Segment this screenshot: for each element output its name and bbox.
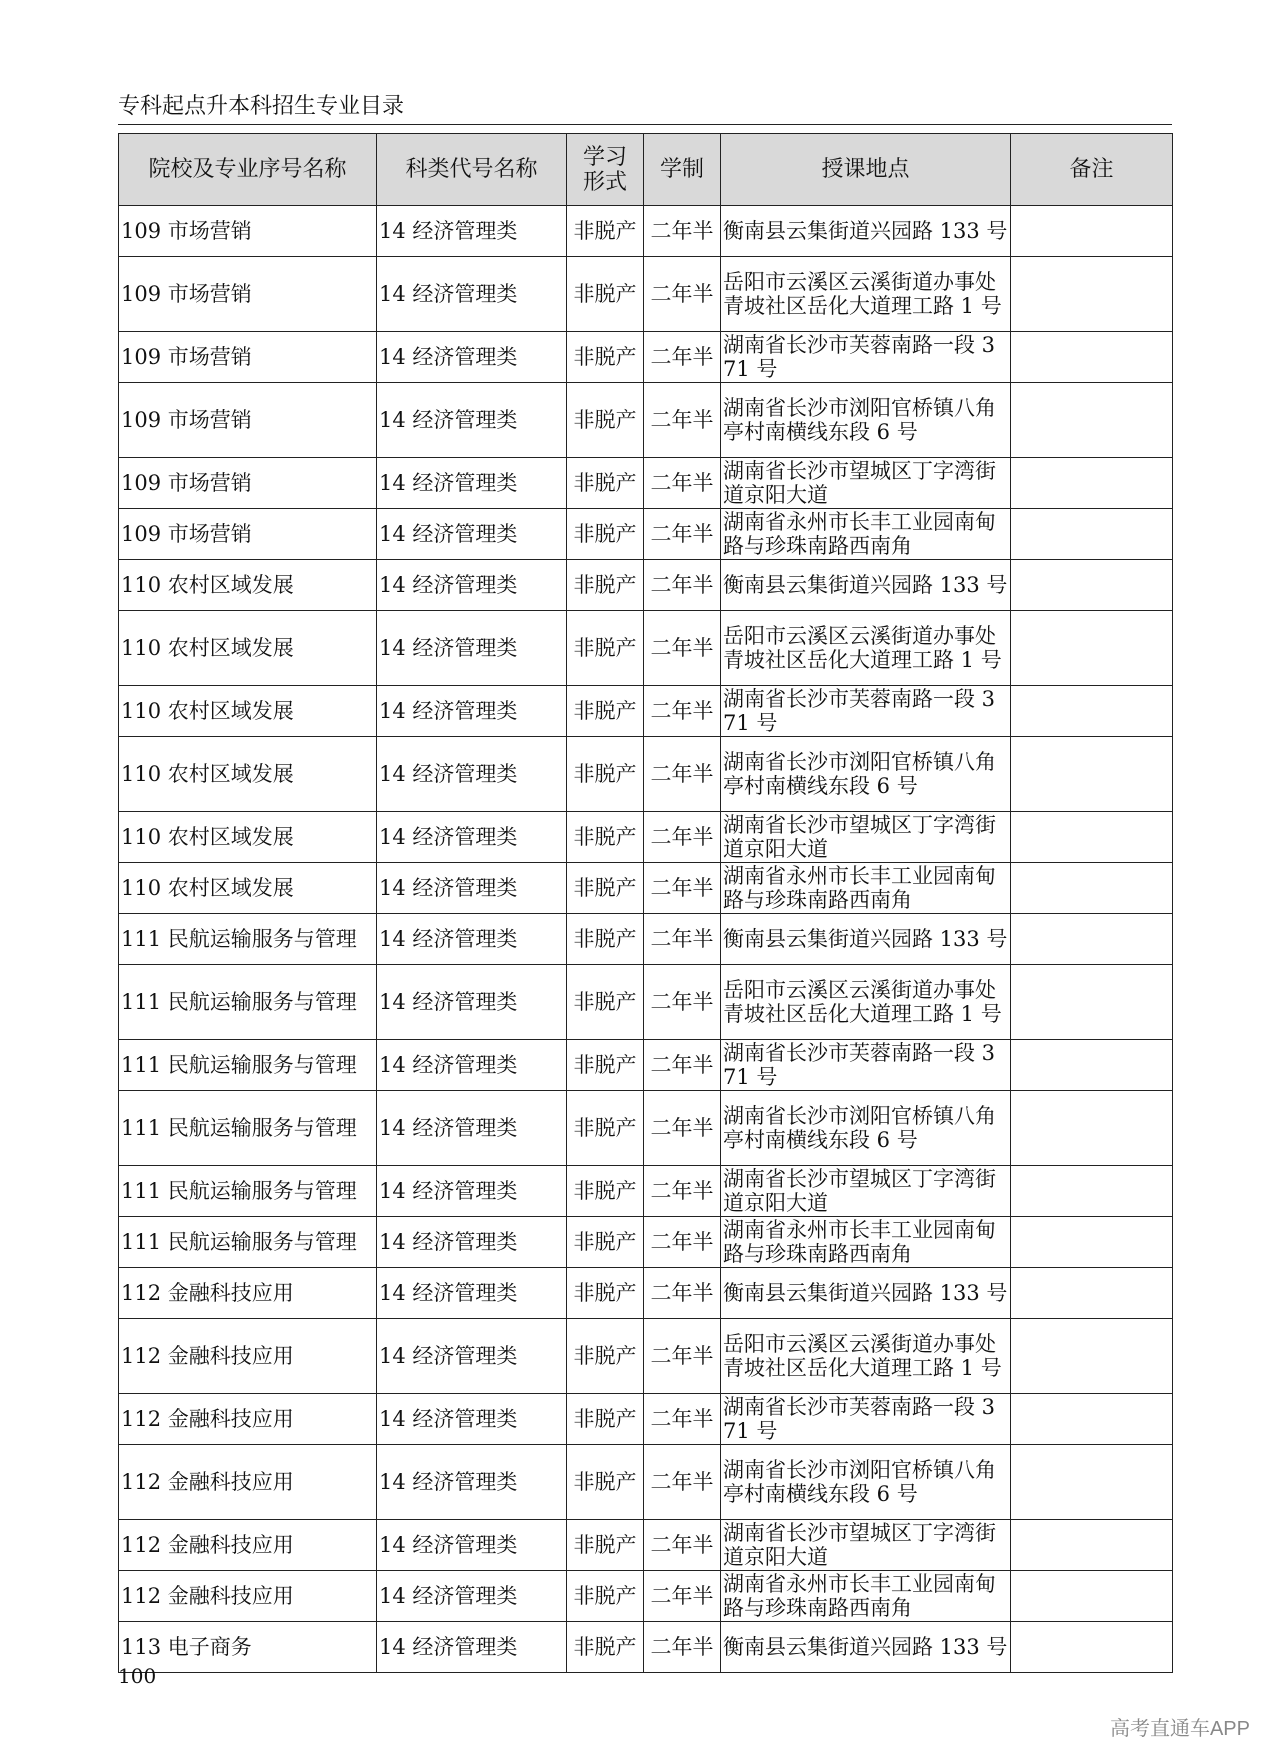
cell-remarks [1011, 1394, 1173, 1445]
table-row [119, 560, 1173, 611]
cell-remarks [1011, 1091, 1173, 1166]
cell-duration: 二年半 [644, 1166, 721, 1217]
cell-remarks [1011, 1319, 1173, 1394]
cell-location: 衡南县云集街道兴园路 133 号 [721, 914, 1011, 965]
cell-remarks [1011, 1520, 1173, 1571]
table-row [119, 611, 1173, 686]
cell-major: 110 农村区域发展 [119, 560, 377, 611]
cell-location: 湖南省长沙市浏阳官桥镇八角亭村南横线东段 6 号 [721, 1091, 1011, 1166]
table-row [119, 1520, 1173, 1571]
cell-remarks [1011, 686, 1173, 737]
cell-location: 湖南省长沙市望城区丁字湾街道京阳大道 [721, 1166, 1011, 1217]
cell-remarks [1011, 1571, 1173, 1622]
cell-duration: 二年半 [644, 1520, 721, 1571]
cell-major: 112 金融科技应用 [119, 1394, 377, 1445]
table-row [119, 458, 1173, 509]
cell-study-form: 非脱产 [567, 1091, 644, 1166]
table-row [119, 863, 1173, 914]
cell-remarks [1011, 257, 1173, 332]
cell-remarks [1011, 458, 1173, 509]
cell-location: 湖南省长沙市芙蓉南路一段 371 号 [721, 332, 1011, 383]
cell-duration: 二年半 [644, 1394, 721, 1445]
cell-study-form: 非脱产 [567, 965, 644, 1040]
cell-category: 14 经济管理类 [377, 458, 567, 509]
cell-major: 112 金融科技应用 [119, 1520, 377, 1571]
cell-category: 14 经济管理类 [377, 509, 567, 560]
cell-location: 湖南省长沙市芙蓉南路一段 371 号 [721, 1394, 1011, 1445]
cell-duration: 二年半 [644, 737, 721, 812]
cell-category: 14 经济管理类 [377, 611, 567, 686]
cell-study-form: 非脱产 [567, 1319, 644, 1394]
cell-location: 湖南省长沙市浏阳官桥镇八角亭村南横线东段 6 号 [721, 1445, 1011, 1520]
cell-major: 110 农村区域发展 [119, 863, 377, 914]
cell-major: 110 农村区域发展 [119, 611, 377, 686]
cell-duration: 二年半 [644, 509, 721, 560]
cell-category: 14 经济管理类 [377, 257, 567, 332]
table-row [119, 1040, 1173, 1091]
cell-category: 14 经济管理类 [377, 1622, 567, 1673]
cell-major: 111 民航运输服务与管理 [119, 1040, 377, 1091]
cell-duration: 二年半 [644, 1040, 721, 1091]
cell-location: 湖南省永州市长丰工业园南甸路与珍珠南路西南角 [721, 509, 1011, 560]
cell-category: 14 经济管理类 [377, 1217, 567, 1268]
cell-category: 14 经济管理类 [377, 1571, 567, 1622]
cell-category: 14 经济管理类 [377, 1445, 567, 1520]
cell-study-form: 非脱产 [567, 1571, 644, 1622]
cell-duration: 二年半 [644, 1622, 721, 1673]
cell-remarks [1011, 914, 1173, 965]
cell-major: 111 民航运输服务与管理 [119, 965, 377, 1040]
cell-major: 109 市场营销 [119, 458, 377, 509]
cell-category: 14 经济管理类 [377, 1319, 567, 1394]
header-major: 院校及专业序号名称 [119, 134, 377, 206]
table-row [119, 206, 1173, 257]
table-row [119, 914, 1173, 965]
cell-remarks [1011, 965, 1173, 1040]
header-duration: 学制 [644, 134, 721, 206]
cell-remarks [1011, 1445, 1173, 1520]
cell-duration: 二年半 [644, 1091, 721, 1166]
cell-remarks [1011, 863, 1173, 914]
cell-study-form: 非脱产 [567, 509, 644, 560]
cell-study-form: 非脱产 [567, 1166, 644, 1217]
table-row [119, 509, 1173, 560]
cell-location: 衡南县云集街道兴园路 133 号 [721, 1622, 1011, 1673]
cell-duration: 二年半 [644, 812, 721, 863]
cell-study-form: 非脱产 [567, 206, 644, 257]
table-header-row [119, 134, 1173, 206]
cell-major: 111 民航运输服务与管理 [119, 1166, 377, 1217]
cell-location: 湖南省长沙市望城区丁字湾街道京阳大道 [721, 812, 1011, 863]
table-row [119, 257, 1173, 332]
cell-location: 衡南县云集街道兴园路 133 号 [721, 560, 1011, 611]
cell-location: 湖南省长沙市芙蓉南路一段 371 号 [721, 1040, 1011, 1091]
cell-study-form: 非脱产 [567, 560, 644, 611]
cell-remarks [1011, 332, 1173, 383]
cell-duration: 二年半 [644, 560, 721, 611]
cell-location: 岳阳市云溪区云溪街道办事处青坡社区岳化大道理工路 1 号 [721, 1319, 1011, 1394]
cell-category: 14 经济管理类 [377, 686, 567, 737]
table-row [119, 383, 1173, 458]
cell-remarks [1011, 1040, 1173, 1091]
cell-study-form: 非脱产 [567, 611, 644, 686]
cell-duration: 二年半 [644, 965, 721, 1040]
table-row [119, 737, 1173, 812]
table-row [119, 1268, 1173, 1319]
cell-category: 14 经济管理类 [377, 1520, 567, 1571]
table-row [119, 1445, 1173, 1520]
cell-duration: 二年半 [644, 257, 721, 332]
cell-major: 110 农村区域发展 [119, 686, 377, 737]
cell-study-form: 非脱产 [567, 1394, 644, 1445]
cell-duration: 二年半 [644, 914, 721, 965]
cell-category: 14 经济管理类 [377, 383, 567, 458]
cell-study-form: 非脱产 [567, 1520, 644, 1571]
cell-category: 14 经济管理类 [377, 812, 567, 863]
cell-major: 109 市场营销 [119, 332, 377, 383]
cell-remarks [1011, 1268, 1173, 1319]
cell-category: 14 经济管理类 [377, 863, 567, 914]
cell-category: 14 经济管理类 [377, 1166, 567, 1217]
table-row [119, 1166, 1173, 1217]
cell-major: 109 市场营销 [119, 257, 377, 332]
cell-major: 112 金融科技应用 [119, 1319, 377, 1394]
cell-study-form: 非脱产 [567, 1268, 644, 1319]
table-row [119, 1319, 1173, 1394]
cell-major: 111 民航运输服务与管理 [119, 914, 377, 965]
table-row [119, 1622, 1173, 1673]
cell-category: 14 经济管理类 [377, 965, 567, 1040]
cell-major: 110 农村区域发展 [119, 812, 377, 863]
cell-major: 112 金融科技应用 [119, 1571, 377, 1622]
cell-category: 14 经济管理类 [377, 1040, 567, 1091]
cell-study-form: 非脱产 [567, 1217, 644, 1268]
cell-location: 湖南省长沙市浏阳官桥镇八角亭村南横线东段 6 号 [721, 383, 1011, 458]
cell-duration: 二年半 [644, 206, 721, 257]
header-study-form: 学习形式 [567, 134, 644, 206]
header-category: 科类代号名称 [377, 134, 567, 206]
cell-major: 109 市场营销 [119, 383, 377, 458]
cell-duration: 二年半 [644, 1571, 721, 1622]
cell-location: 湖南省永州市长丰工业园南甸路与珍珠南路西南角 [721, 1217, 1011, 1268]
header-rule [118, 124, 1172, 125]
cell-major: 110 农村区域发展 [119, 737, 377, 812]
cell-location: 湖南省永州市长丰工业园南甸路与珍珠南路西南角 [721, 1571, 1011, 1622]
cell-remarks [1011, 737, 1173, 812]
cell-category: 14 经济管理类 [377, 206, 567, 257]
cell-location: 岳阳市云溪区云溪街道办事处青坡社区岳化大道理工路 1 号 [721, 257, 1011, 332]
watermark: 高考直通车APP [1109, 1718, 1250, 1740]
cell-duration: 二年半 [644, 1319, 721, 1394]
cell-major: 113 电子商务 [119, 1622, 377, 1673]
running-title: 专科起点升本科招生专业目录 [118, 94, 405, 119]
cell-location: 湖南省长沙市望城区丁字湾街道京阳大道 [721, 458, 1011, 509]
cell-major: 109 市场营销 [119, 206, 377, 257]
cell-duration: 二年半 [644, 1217, 721, 1268]
cell-study-form: 非脱产 [567, 332, 644, 383]
cell-location: 衡南县云集街道兴园路 133 号 [721, 206, 1011, 257]
table-row [119, 1571, 1173, 1622]
cell-location: 衡南县云集街道兴园路 133 号 [721, 1268, 1011, 1319]
cell-major: 112 金融科技应用 [119, 1268, 377, 1319]
cell-study-form: 非脱产 [567, 737, 644, 812]
cell-duration: 二年半 [644, 1445, 721, 1520]
cell-major: 112 金融科技应用 [119, 1445, 377, 1520]
cell-remarks [1011, 812, 1173, 863]
table-body [119, 206, 1173, 1673]
table-row [119, 812, 1173, 863]
cell-location: 岳阳市云溪区云溪街道办事处青坡社区岳化大道理工路 1 号 [721, 965, 1011, 1040]
cell-duration: 二年半 [644, 611, 721, 686]
cell-location: 岳阳市云溪区云溪街道办事处青坡社区岳化大道理工路 1 号 [721, 611, 1011, 686]
cell-duration: 二年半 [644, 458, 721, 509]
major-catalog-table [118, 133, 1173, 1673]
cell-remarks [1011, 1217, 1173, 1268]
header-remarks: 备注 [1011, 134, 1173, 206]
table-row [119, 332, 1173, 383]
cell-category: 14 经济管理类 [377, 1268, 567, 1319]
table-row [119, 1091, 1173, 1166]
cell-study-form: 非脱产 [567, 1622, 644, 1673]
cell-study-form: 非脱产 [567, 458, 644, 509]
cell-category: 14 经济管理类 [377, 914, 567, 965]
cell-remarks [1011, 611, 1173, 686]
cell-location: 湖南省长沙市芙蓉南路一段 371 号 [721, 686, 1011, 737]
cell-category: 14 经济管理类 [377, 1091, 567, 1166]
table-row [119, 1217, 1173, 1268]
cell-remarks [1011, 509, 1173, 560]
cell-location: 湖南省长沙市望城区丁字湾街道京阳大道 [721, 1520, 1011, 1571]
cell-duration: 二年半 [644, 1268, 721, 1319]
table-row [119, 965, 1173, 1040]
cell-duration: 二年半 [644, 383, 721, 458]
cell-major: 109 市场营销 [119, 509, 377, 560]
cell-study-form: 非脱产 [567, 383, 644, 458]
cell-remarks [1011, 383, 1173, 458]
cell-duration: 二年半 [644, 332, 721, 383]
cell-category: 14 经济管理类 [377, 1394, 567, 1445]
cell-remarks [1011, 1622, 1173, 1673]
cell-study-form: 非脱产 [567, 257, 644, 332]
cell-remarks [1011, 206, 1173, 257]
header-location: 授课地点 [721, 134, 1011, 206]
table-row [119, 1394, 1173, 1445]
cell-location: 湖南省长沙市浏阳官桥镇八角亭村南横线东段 6 号 [721, 737, 1011, 812]
cell-study-form: 非脱产 [567, 1445, 644, 1520]
cell-location: 湖南省永州市长丰工业园南甸路与珍珠南路西南角 [721, 863, 1011, 914]
cell-remarks [1011, 1166, 1173, 1217]
cell-duration: 二年半 [644, 863, 721, 914]
cell-category: 14 经济管理类 [377, 737, 567, 812]
cell-category: 14 经济管理类 [377, 560, 567, 611]
cell-major: 111 民航运输服务与管理 [119, 1217, 377, 1268]
table-row [119, 686, 1173, 737]
cell-major: 111 民航运输服务与管理 [119, 1091, 377, 1166]
cell-study-form: 非脱产 [567, 686, 644, 737]
cell-category: 14 经济管理类 [377, 332, 567, 383]
cell-study-form: 非脱产 [567, 863, 644, 914]
cell-study-form: 非脱产 [567, 914, 644, 965]
cell-study-form: 非脱产 [567, 1040, 644, 1091]
cell-duration: 二年半 [644, 686, 721, 737]
cell-study-form: 非脱产 [567, 812, 644, 863]
cell-remarks [1011, 560, 1173, 611]
page-number: 100 [118, 1664, 157, 1688]
